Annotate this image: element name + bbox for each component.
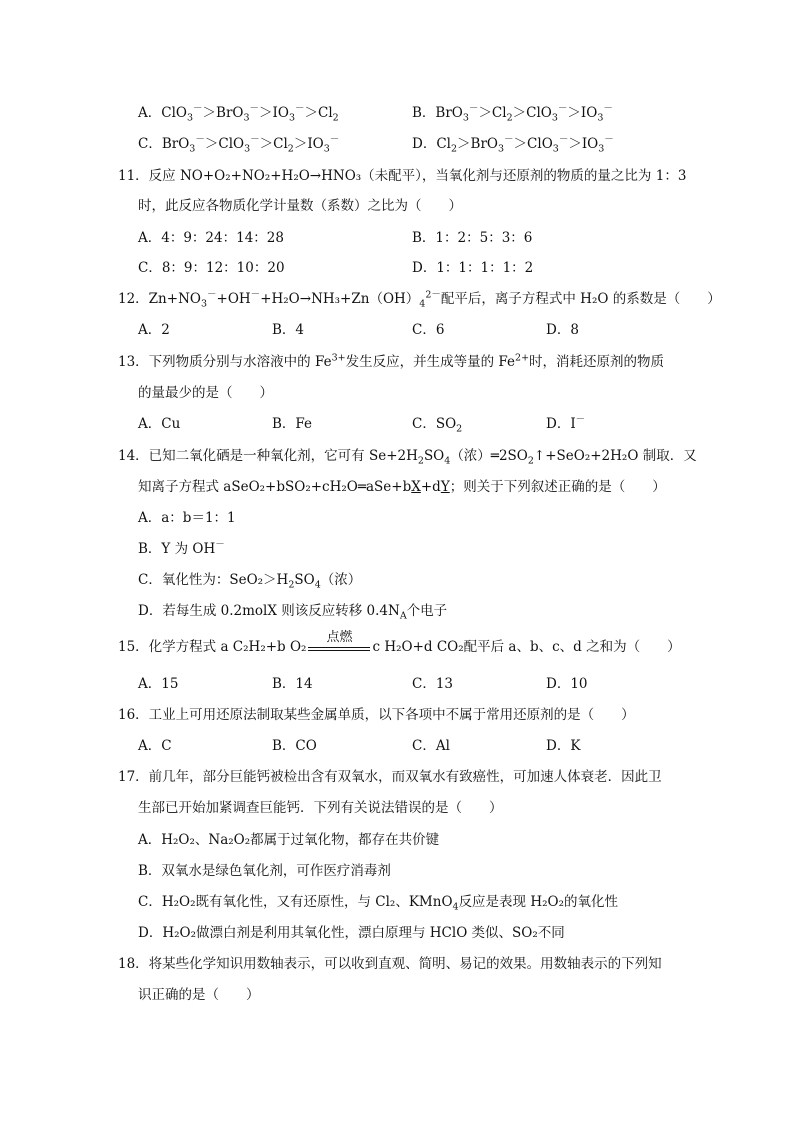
q13-option-c: C．$SO_2$ (412, 416, 463, 435)
q15-option-c: C．13 (412, 676, 454, 692)
q11-option-d: D．1：1：1：1：2 (412, 260, 534, 276)
q16-option-b: B．CO (272, 738, 317, 754)
q15-stem: 15．化学方程式 a C₂H₂+b O₂ 点燃 c H₂O+d CO₂配平后 a、b、c、d 之和为（ ） (118, 629, 681, 655)
q12-stem: 12．$Zn+NO_3^-+OH^-+H_2O\to NH_3+Zn(OH)_4^{2-}$配平后，离子方程式中 H₂O 的系数是（ ） (118, 289, 721, 310)
q13-stem-line1: 13．下列物质分别与水溶液中的 $Fe^{3+}$发生反应，并生成等量的 $Fe^{2+}$时，消耗还原剂的物质 (118, 352, 665, 370)
q11-stem-line2: 时，此反应各物质化学计量数（系数）之比为（ ） (138, 198, 462, 214)
q16-option-a: A．C (138, 738, 172, 754)
q12-option-c: C．6 (412, 322, 445, 338)
q10-option-b: B．$BrO_3^->Cl_2>ClO_3^->IO_3^-$ (412, 103, 613, 124)
q12-option-d: D．8 (546, 322, 579, 338)
q15-option-a: A．15 (138, 676, 179, 692)
q18-stem-line1: 18．将某些化学知识用数轴表示，可以收到直观、简明、易记的效果。用数轴表示的下列知 (118, 956, 662, 972)
q18-stem-line2: 识正确的是（ ） (138, 987, 260, 1003)
q12-option-a: A．2 (138, 322, 170, 338)
q11-option-c: C．8：9：12：10：20 (138, 260, 285, 276)
q15-option-b: B．14 (272, 676, 313, 692)
q17-option-a: A．H₂O₂、Na₂O₂都属于过氧化物，都存在共价键 (138, 832, 440, 848)
q14-option-a: A．a：b＝1：1 (138, 510, 236, 526)
q16-option-d: D．K (546, 738, 581, 754)
q16-stem: 16．工业上可用还原法制取某些金属单质，以下各项中不属于常用还原剂的是（ ） (118, 707, 635, 723)
q11-option-a: A．4：9：24：14：28 (138, 230, 284, 246)
q14-stem-line2: 知离子方程式 aSeO₂+bSO₂+cH₂O═aSe+bX+dY；则关于下列叙述正确的是（ ） (138, 479, 666, 495)
q17-option-c: C．H₂O₂既有氧化性，又有还原性，与 Cl₂、KMnO$_4$反应是表现 H₂O₂的氧化性 (138, 894, 619, 913)
q10-option-d: D．$Cl_2>BrO_3^->ClO_3^->IO_3^-$ (412, 134, 614, 155)
q17-stem-line1: 17．前几年，部分巨能钙被检出含有双氧水，而双氧水有致癌性，可加速人体衰老．因此卫 (118, 769, 662, 785)
q10-option-a: A．$ClO_3^->BrO_3^->IO_3^->Cl_2$ (138, 103, 339, 124)
q13-stem-line2: 的量最少的是（ ） (138, 385, 273, 401)
q14-option-c: C．氧化性为：$SeO_2>H_2SO_4$（浓） (138, 572, 362, 591)
q10-option-c: C．$BrO_3^->ClO_3^->Cl_2>IO_3^-$ (138, 134, 340, 155)
q14-option-b: B．Y 为 OH－ (138, 539, 225, 557)
q12-option-b: B．4 (272, 322, 305, 338)
q13-option-d: D．I－ (546, 414, 586, 432)
q11-stem-line1: 11．反应 NO+O₂+NO₂+H₂O→HNO₃（未配平），当氧化剂与还原剂的物质的量之比为 1：3 (118, 168, 687, 184)
q17-option-b: B．双氧水是绿色氧化剂，可作医疗消毒剂 (138, 863, 391, 879)
q14-option-d: D．若每生成 0.2molX 则该反应转移 $0.4N_A$个电子 (138, 603, 448, 622)
reaction-condition-arrow: 点燃 (308, 645, 370, 651)
q17-stem-line2: 生部已开始加紧调查巨能钙．下列有关说法错误的是（ ） (138, 800, 503, 816)
q15-option-d: D．10 (546, 676, 588, 692)
q13-option-a: A．Cu (138, 416, 181, 432)
q13-option-b: B．Fe (272, 416, 313, 432)
q16-option-c: C．Al (412, 738, 450, 754)
q17-option-d: D．H₂O₂做漂白剂是利用其氧化性，漂白原理与 HClO 类似、SO₂不同 (138, 925, 565, 941)
q14-stem-line1: 14．已知二氧化硒是一种氧化剂，它可有 $Se+2H_2SO_4$（浓）$═2SO_2↑+SeO_2+2H_2O$ 制取．又 (118, 448, 697, 467)
q11-option-b: B．1：2：5：3：6 (412, 230, 533, 246)
